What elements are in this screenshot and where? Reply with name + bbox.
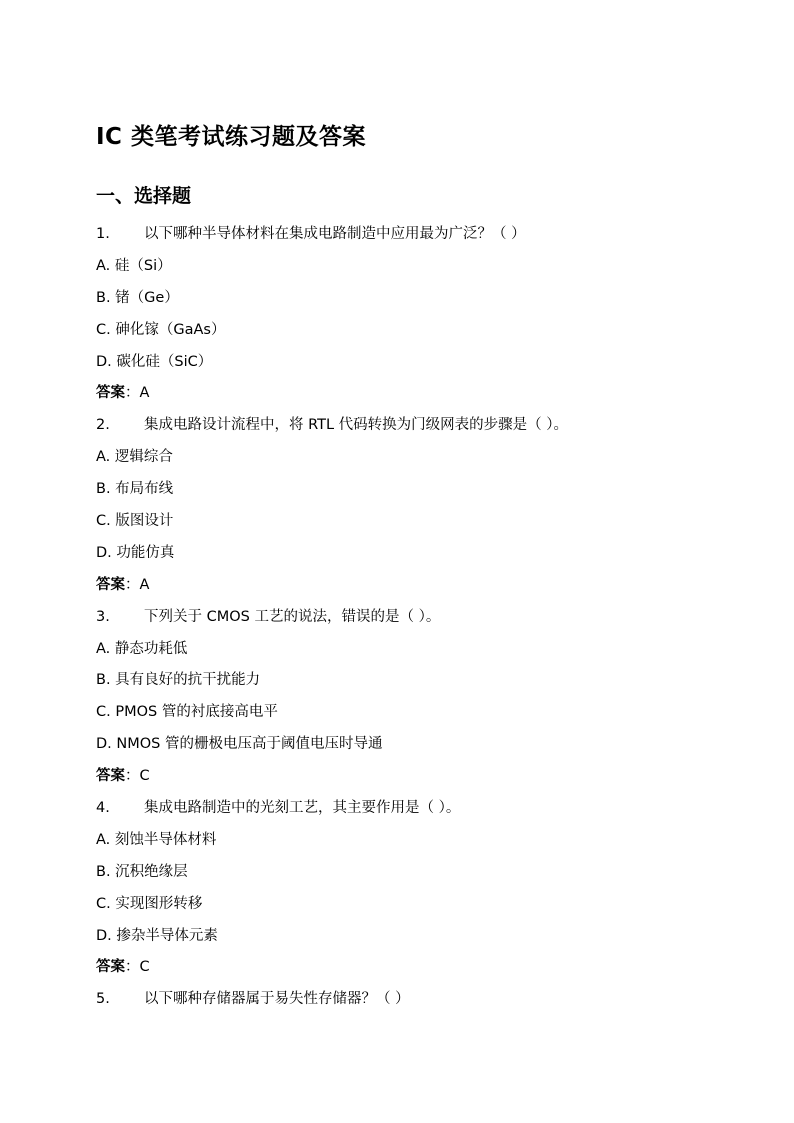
section-title: 一、选择题	[96, 185, 192, 207]
answer-label: 答案	[96, 768, 125, 785]
answer-line	[96, 575, 716, 607]
option-d: D. 掺杂半导体元素	[96, 927, 218, 944]
answer-value: ：C	[125, 959, 150, 976]
question-list	[96, 224, 716, 1021]
question-4	[96, 798, 716, 830]
question-number: 1.	[96, 226, 110, 242]
answer-value: ：A	[125, 576, 150, 593]
question-text: 集成电路设计流程中，将 RTL 代码转换为门级网表的步骤是（ ）。	[144, 417, 569, 434]
question-number: 4.	[96, 800, 110, 817]
question-text: 集成电路制造中的光刻工艺，其主要作用是（ ）。	[144, 800, 461, 817]
option-d: D. 碳化硅（SiC）	[96, 353, 213, 370]
question-1	[96, 224, 716, 256]
option-a: A. 静态功耗低	[96, 640, 188, 657]
answer-line	[96, 957, 716, 989]
question-number: 3.	[96, 608, 110, 625]
document-title: IC 类笔考试练习题及答案	[96, 124, 366, 150]
option-d: D. NMOS 管的栅极电压高于阈值电压时导通	[96, 736, 383, 753]
question-number: 2.	[96, 417, 110, 434]
question-text: 以下哪种存储器属于易失性存储器？（ ）	[144, 991, 410, 1008]
option-b: B. 布局布线	[96, 481, 174, 498]
option-a: A. 硅（Si）	[96, 257, 172, 274]
answer-value: ：A	[125, 385, 150, 402]
answer-label: 答案	[96, 959, 125, 976]
question-2	[96, 415, 716, 447]
answer-label: 答案	[96, 385, 125, 402]
question-5	[96, 989, 716, 1021]
option-b: B. 锗（Ge）	[96, 289, 179, 306]
option-a: A. 逻辑综合	[96, 449, 173, 466]
answer-line	[96, 383, 716, 415]
option-c: C. 砷化镓（GaAs）	[96, 321, 226, 338]
option-b: B. 沉积绝缘层	[96, 863, 188, 880]
question-3	[96, 607, 716, 639]
question-text: 下列关于 CMOS 工艺的说法，错误的是（ ）。	[144, 608, 441, 625]
option-d: D. 功能仿真	[96, 544, 175, 561]
option-c: C. 实现图形转移	[96, 895, 203, 912]
answer-label: 答案	[96, 576, 125, 593]
option-a: A. 刻蚀半导体材料	[96, 831, 217, 848]
answer-value: ：C	[125, 768, 150, 785]
answer-line	[96, 766, 716, 798]
question-text: 以下哪种半导体材料在集成电路制造中应用最为广泛？（ ）	[144, 226, 526, 242]
option-c: C. 版图设计	[96, 513, 174, 530]
option-b: B. 具有良好的抗干扰能力	[96, 672, 261, 689]
option-c: C. PMOS 管的衬底接高电平	[96, 704, 278, 721]
question-number: 5.	[96, 991, 110, 1008]
